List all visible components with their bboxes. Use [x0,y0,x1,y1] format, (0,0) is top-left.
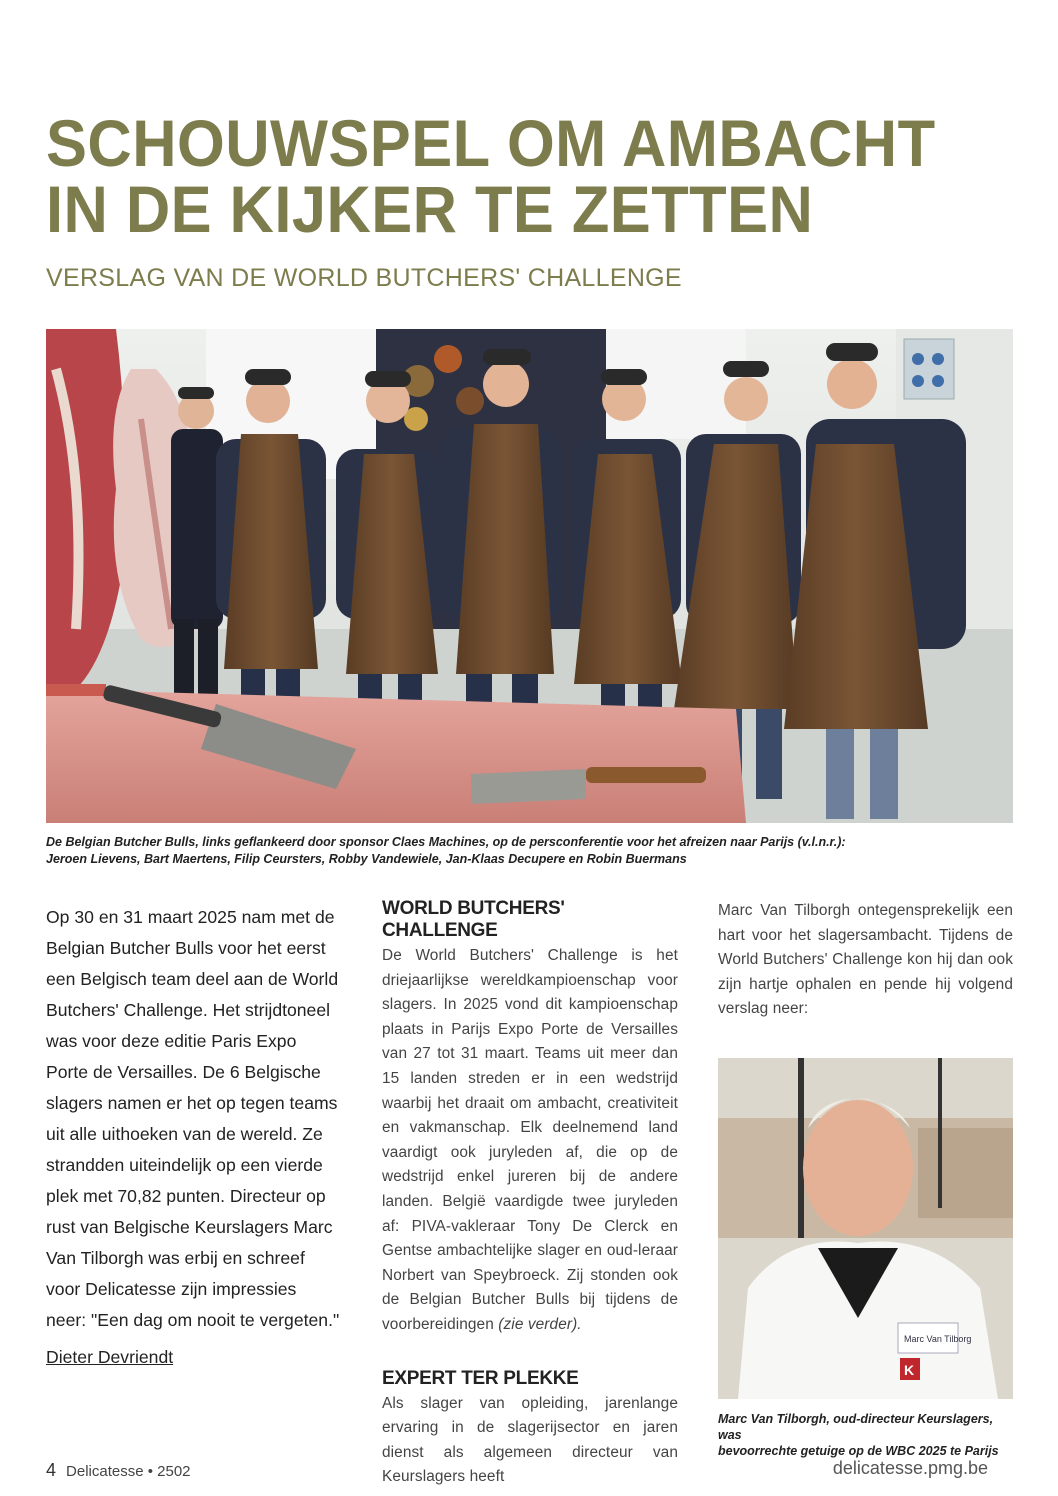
team-photo-illustration [46,329,1013,823]
photo-caption-line-1: De Belgian Butcher Bulls, links geflankeerd door sponsor Claes Machines, op de persconferentie voor het afreizen naar Parijs (v.l.n.r.): [46,835,846,849]
magazine-issue: Delicatesse • 2502 [66,1463,191,1480]
portrait-caption-line-1: Marc Van Tilborgh, oud-directeur Keurslagers, was [718,1412,994,1442]
section-heading-expert: EXPERT TER PLEKKE [382,1367,579,1389]
section-wbc-italic: (zie verder). [498,1315,582,1333]
svg-text:K: K [904,1362,915,1378]
title-line-1: SCHOUWSPEL OM AMBACHT [46,106,936,180]
photo-caption [46,834,1016,868]
footer-page-info [46,1460,191,1481]
right-column-paragraph: Marc Van Tilborgh ontegensprekelijk een hart voor het slagersambacht. Tijdens de World Butchers' Challenge kon hij dan ook zijn hartje ophalen en pende hij volgend verslag neer: [718,902,1013,1018]
right-column [718,899,1013,1022]
intro-paragraph: Op 30 en 31 maart 2025 nam met de Belgian Butcher Bulls voor het eerst een Belgisch team deel aan de World Butchers' Challenge. Het strijdtoneel was voor deze editie Paris Expo Porte de Versailles. De 6 Belgische slagers namen er het op tegen teams uit alle uithoeken van de wereld. Ze strandden uiteindelijk op een vierde plek met 70,82 punten. Directeur op rust van Belgische Keurslagers Marc Van Tilborgh was erbij en schreef voor Delicatesse zijn impressies neer: "Een dag om nooit te vergeten." [46,907,340,1330]
section-heading-wbc: WORLD BUTCHERS' CHALLENGE [382,898,565,941]
page-number: 4 [46,1460,57,1480]
section-expert-paragraph: Als slager van opleiding, jarenlange ervaring in de slagerijsector en jaren dienst als algemeen directeur van Keurslagers heeft [382,1394,678,1486]
title-line-2: IN DE KIJKER TE ZETTEN [46,172,814,246]
intro-column [46,902,341,1336]
portrait-caption-line-2: bevoorrechte getuige op de WBC 2025 te Parijs [718,1444,999,1458]
article-title [46,106,957,246]
photo-caption-line-2: Jeroen Lievens, Bart Maertens, Filip Ceursters, Robby Vandewiele, Jan-Klaas Decupere en Robin Buermans [46,852,687,866]
author-name: Dieter Devriendt [46,1347,174,1367]
team-photo [46,329,1013,823]
section-wbc-text: De World Butchers' Challenge is het driejaarlijkse wereldkampioenschap voor slagers. In 2025 vond dit kampioenschap plaats in Parijs Expo Porte de Versailles van 27 tot 31 maart. Teams uit meer dan 15 landen streden er in een wedstrijd waarbij het draait om ambacht, creativiteit en vakmanschap. Elk deelnemend land vaardigt ook juryleden af, die op de wedstrijd enkel jureren bij de andere landen. België vaardigde twee juryleden af: PIVA-vakleraar Tony De Clerck en Gentse ambachtelijke slager en oud-leraar Norbert van Speybroeck. Zij stonden ook de Belgian Butcher Bulls bij tijdens de voorbereidingen [382,947,678,1333]
portrait-caption [718,1411,1018,1459]
section-wbc-paragraph [382,944,678,1338]
middle-column [382,898,678,1490]
portrait-photo [718,1058,1013,1399]
portrait-illustration [718,1058,1013,1399]
name-badge-text: Marc Van Tilborg [904,1334,972,1344]
article-subtitle: VERSLAG VAN DE WORLD BUTCHERS' CHALLENGE [46,264,682,292]
website-link[interactable]: delicatesse.pmg.be [832,1458,988,1478]
